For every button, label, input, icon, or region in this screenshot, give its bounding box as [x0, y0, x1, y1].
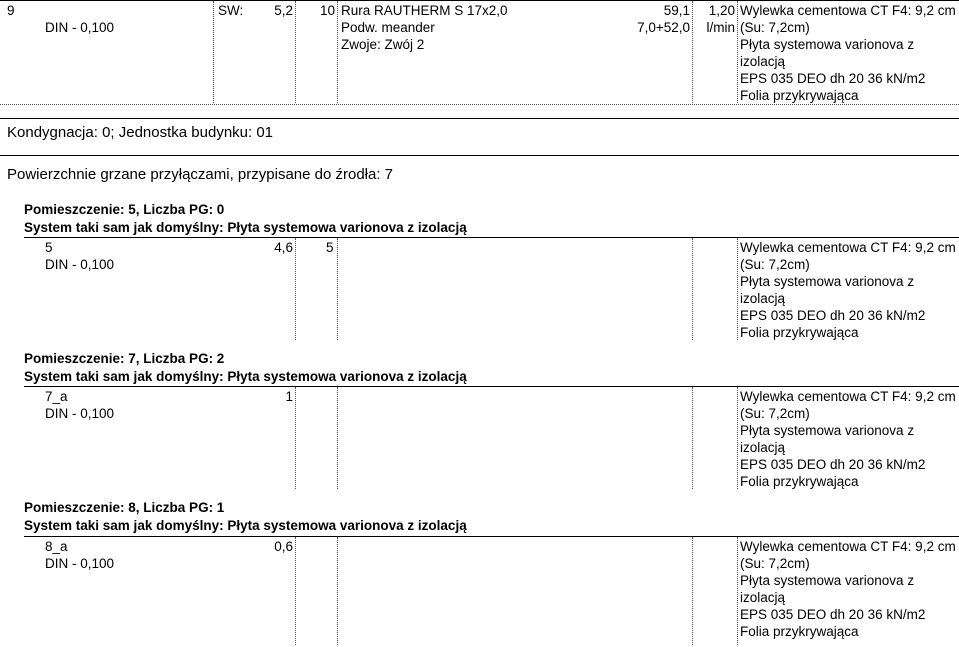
layer-6: Folia przykrywająca: [740, 88, 859, 103]
laying-pattern: Podw. meander: [341, 20, 435, 35]
layer-4: izolacją: [740, 291, 786, 306]
column-divider: [337, 1, 338, 103]
section-divider: [0, 155, 959, 156]
area-value: 1: [285, 389, 293, 404]
layer-1: Wylewka cementowa CT F4: 9,2 cm: [740, 3, 956, 18]
layer-6: Folia przykrywająca: [740, 474, 859, 489]
column-divider: [737, 387, 738, 489]
room-id: 5: [45, 240, 53, 255]
column-divider: [337, 537, 338, 645]
column-divider: [295, 1, 296, 103]
layer-6: Folia przykrywająca: [740, 624, 859, 639]
pipe-length: 59,1: [663, 3, 690, 18]
flow-value: 1,20: [708, 3, 735, 18]
layer-4: izolacją: [740, 440, 786, 455]
din-value: DIN - 0,100: [45, 20, 115, 35]
layer-2: (Su: 7,2cm): [740, 20, 810, 35]
row-top-border: [24, 386, 959, 387]
column-divider: [337, 238, 338, 340]
layer-4: izolacją: [740, 590, 786, 605]
column-divider: [692, 238, 693, 340]
room-id: 7_a: [45, 389, 68, 404]
layer-2: (Su: 7,2cm): [740, 556, 810, 571]
layer-1: Wylewka cementowa CT F4: 9,2 cm: [740, 240, 956, 255]
row-bottom-border: [0, 104, 959, 105]
layer-5: EPS 035 DEO dh 20 36 kN/m2: [740, 457, 926, 472]
row-top-border: [24, 536, 959, 537]
layer-2: (Su: 7,2cm): [740, 257, 810, 272]
room-title: Pomieszczenie: 7, Liczba PG: 2: [24, 351, 225, 366]
layer-6: Folia przykrywająca: [740, 325, 859, 340]
din-value: DIN - 0,100: [45, 406, 115, 421]
circuit-count: 5: [326, 240, 334, 255]
area-value: 4,6: [274, 240, 293, 255]
system-line: System taki sam jak domyślny: Płyta systemowa varionova z izolacją: [24, 369, 467, 384]
coil-info: Zwoje: Zwój 2: [341, 37, 425, 52]
column-divider: [337, 387, 338, 489]
layer-2: (Su: 7,2cm): [740, 406, 810, 421]
column-divider: [295, 387, 296, 489]
area-value: 0,6: [274, 539, 293, 554]
din-value: DIN - 0,100: [45, 556, 115, 571]
layer-1: Wylewka cementowa CT F4: 9,2 cm: [740, 389, 956, 404]
layer-4: izolacją: [740, 54, 786, 69]
layer-3: Płyta systemowa varionova z: [740, 274, 915, 289]
room-title: Pomieszczenie: 8, Liczba PG: 1: [24, 500, 225, 515]
flow-unit: l/min: [706, 20, 735, 35]
layer-5: EPS 035 DEO dh 20 36 kN/m2: [740, 308, 926, 323]
system-line: System taki sam jak domyślny: Płyta systemowa varionova z izolacją: [24, 220, 467, 235]
layer-5: EPS 035 DEO dh 20 36 kN/m2: [740, 607, 926, 622]
row-top-border: [24, 237, 959, 238]
pipe-length-split: 7,0+52,0: [637, 20, 690, 35]
pipe-type: Rura RAUTHERM S 17x2,0: [341, 3, 508, 18]
layer-3: Płyta systemowa varionova z: [740, 423, 915, 438]
circuit-count: 10: [319, 3, 335, 18]
column-divider: [737, 238, 738, 340]
layer-3: Płyta systemowa varionova z: [740, 37, 915, 52]
level-heading: Kondygnacja: 0; Jednostka budynku: 01: [7, 124, 274, 141]
column-divider: [213, 1, 214, 103]
column-divider: [737, 1, 738, 103]
layer-5: EPS 035 DEO dh 20 36 kN/m2: [740, 71, 926, 86]
sw-value: 5,2: [274, 3, 293, 18]
section-divider: [0, 118, 959, 119]
room-title: Pomieszczenie: 5, Liczba PG: 0: [24, 202, 225, 217]
row-top-border: [0, 0, 959, 1]
column-divider: [295, 238, 296, 340]
column-divider: [692, 387, 693, 489]
room-id: 9: [7, 3, 15, 18]
layer-1: Wylewka cementowa CT F4: 9,2 cm: [740, 539, 956, 554]
din-value: DIN - 0,100: [45, 257, 115, 272]
sw-label: SW:: [218, 3, 244, 18]
column-divider: [692, 537, 693, 645]
room-id: 8_a: [45, 539, 68, 554]
column-divider: [737, 537, 738, 645]
source-heading: Powierzchnie grzane przyłączami, przypisane do źrodła: 7: [7, 166, 394, 183]
layer-3: Płyta systemowa varionova z: [740, 573, 915, 588]
column-divider: [692, 1, 693, 103]
system-line: System taki sam jak domyślny: Płyta systemowa varionova z izolacją: [24, 518, 467, 533]
column-divider: [295, 537, 296, 645]
